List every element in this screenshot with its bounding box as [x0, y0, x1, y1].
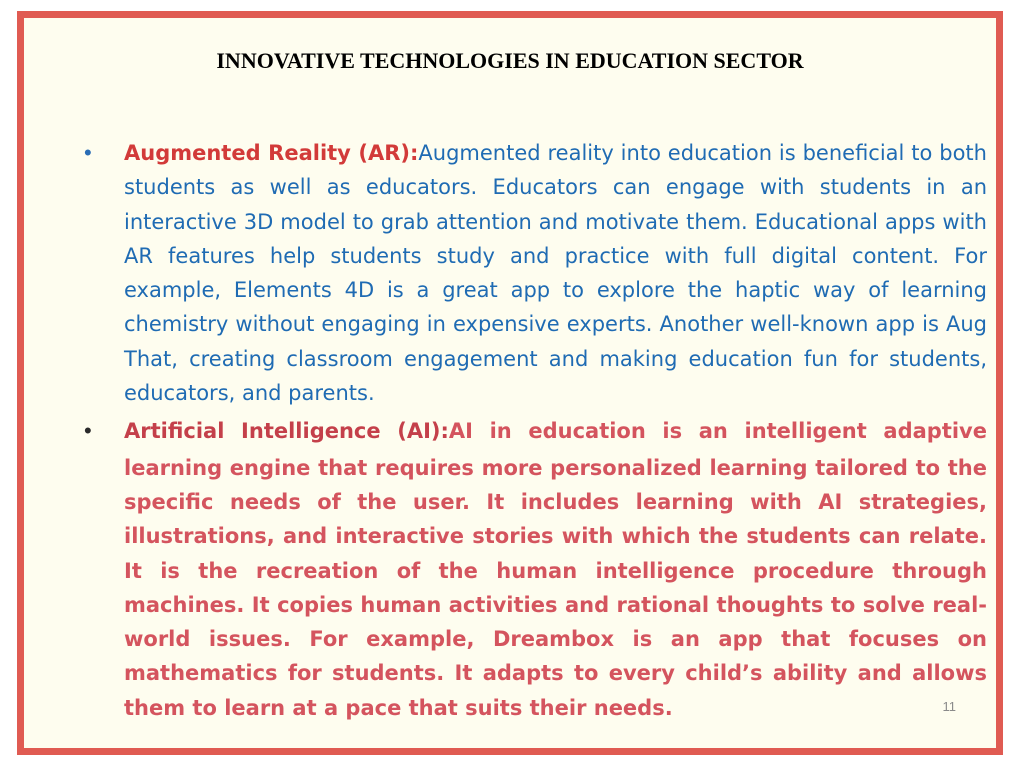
bullet-heading: Artificial Intelligence (AI): — [124, 419, 449, 444]
bullet-text: AI in education is an intelligent adaptive learning engine that requires more personalized learning tailored to the specific needs of the user. It includes learning with AI strategies, illustrations, and interactive stories with which the students can relate. It is the recreation of the human intelligence procedure through machines. It copies human activities and rational thoughts to solve real-world issues. For example, Dreambox is an app that focuses on mathematics for students. It adapts to every child’s ability and allows them to learn at a pace that suits their needs. — [124, 419, 987, 720]
bullet-text: Augmented reality into education is beneficial to both students as well as educators. Educators can engage with students in an interactive 3D model to grab attention and motivate them. Educational apps with AR features help students study and practice with full digital content. For example, Elements 4D is a great app to explore the haptic way of learning chemistry without engaging in expensive experts. Another well-known app is Aug That, creating classroom engagement and making education fun for students, educators, and parents. — [124, 141, 987, 406]
slide-frame — [17, 11, 1003, 755]
bullet-artificial-intelligence — [80, 414, 987, 725]
bullet-augmented-reality — [80, 136, 987, 410]
bullet-dot-icon: • — [84, 418, 92, 444]
bullet-list — [80, 136, 987, 729]
page-number: 11 — [942, 699, 956, 714]
bullet-heading: Augmented Reality (AR): — [124, 141, 419, 165]
bullet-dot-icon: • — [84, 140, 92, 165]
slide-title: INNOVATIVE TECHNOLOGIES IN EDUCATION SECTOR — [216, 48, 804, 73]
